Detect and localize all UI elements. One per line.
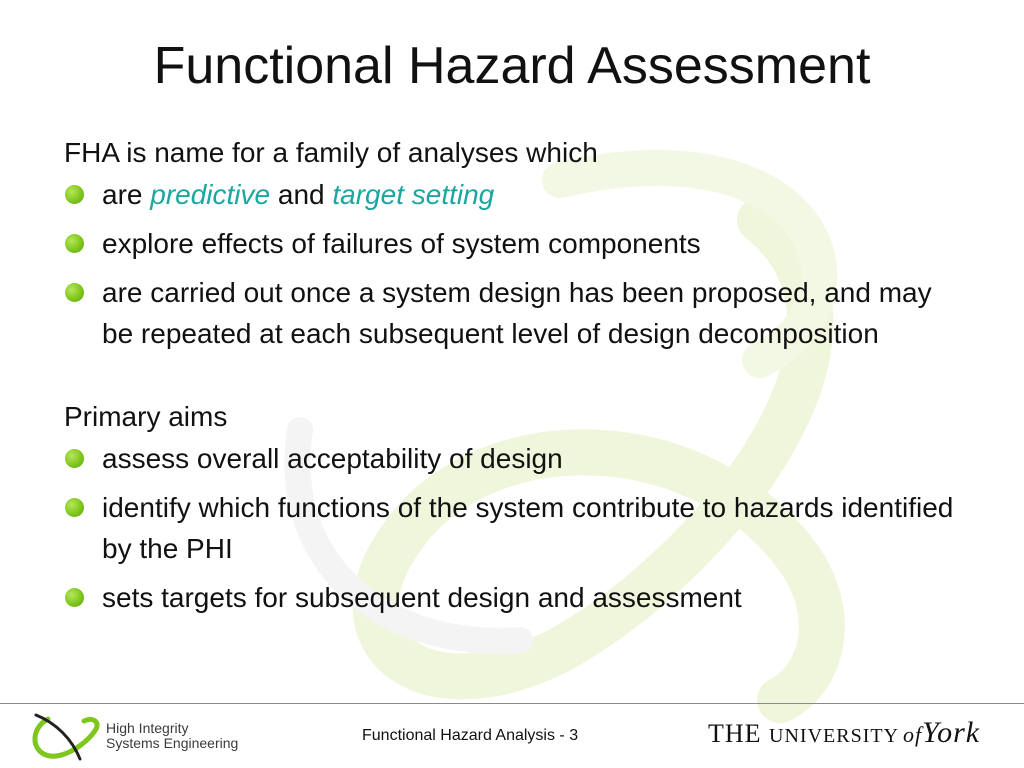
- bullet-text: identify which functions of the system contribute to hazards identified by the PHI: [102, 492, 954, 564]
- emphasis-target-setting: target setting: [332, 179, 495, 210]
- york-university: UNIVERSITY: [769, 725, 900, 747]
- bullet-text-mid: and: [270, 179, 333, 210]
- bullet-dot-icon: [65, 283, 84, 302]
- footer-divider: [0, 703, 1024, 704]
- bullet-dot-icon: [65, 498, 84, 517]
- bullet-item: [64, 487, 964, 569]
- university-of-york-logo: [708, 716, 980, 750]
- bullet-item: [64, 223, 964, 264]
- bullet-item: [64, 272, 964, 354]
- bullet-dot-icon: [65, 234, 84, 253]
- bullet-text: sets targets for subsequent design and assessment: [102, 582, 742, 613]
- york-name: York: [922, 716, 981, 749]
- hise-logo-text: [106, 721, 238, 751]
- bullet-item: [64, 577, 964, 618]
- bullet-dot-icon: [65, 588, 84, 607]
- emphasis-predictive: predictive: [150, 179, 271, 210]
- york-the: THE: [708, 719, 762, 748]
- bullet-item: [64, 438, 964, 479]
- bullet-text-pre: are: [102, 179, 151, 210]
- section-lead-primary-aims: Primary aims: [64, 401, 228, 432]
- bullet-dot-icon: [65, 185, 84, 204]
- slide-body: [64, 134, 964, 626]
- section-lead-fha: FHA is name for a family of analyses which: [64, 137, 598, 168]
- footer-page-label: Functional Hazard Analysis - 3: [362, 727, 579, 744]
- slide-title: Functional Hazard Assessment: [153, 37, 871, 95]
- bullet-text: explore effects of failures of system components: [102, 228, 701, 259]
- bullet-item: [64, 174, 964, 215]
- hise-logo-line2: Systems Engineering: [106, 735, 239, 751]
- bullet-list-fha: [64, 174, 964, 354]
- bullet-text: assess overall acceptability of design: [102, 443, 563, 474]
- bullet-list-aims: [64, 438, 964, 618]
- bullet-text: are carried out once a system design has been proposed, and may be repeated at each subsequent level of design decomposition: [102, 277, 932, 349]
- bullet-dot-icon: [65, 449, 84, 468]
- york-of: of: [903, 722, 923, 747]
- hise-logo-line1: High Integrity: [106, 720, 189, 736]
